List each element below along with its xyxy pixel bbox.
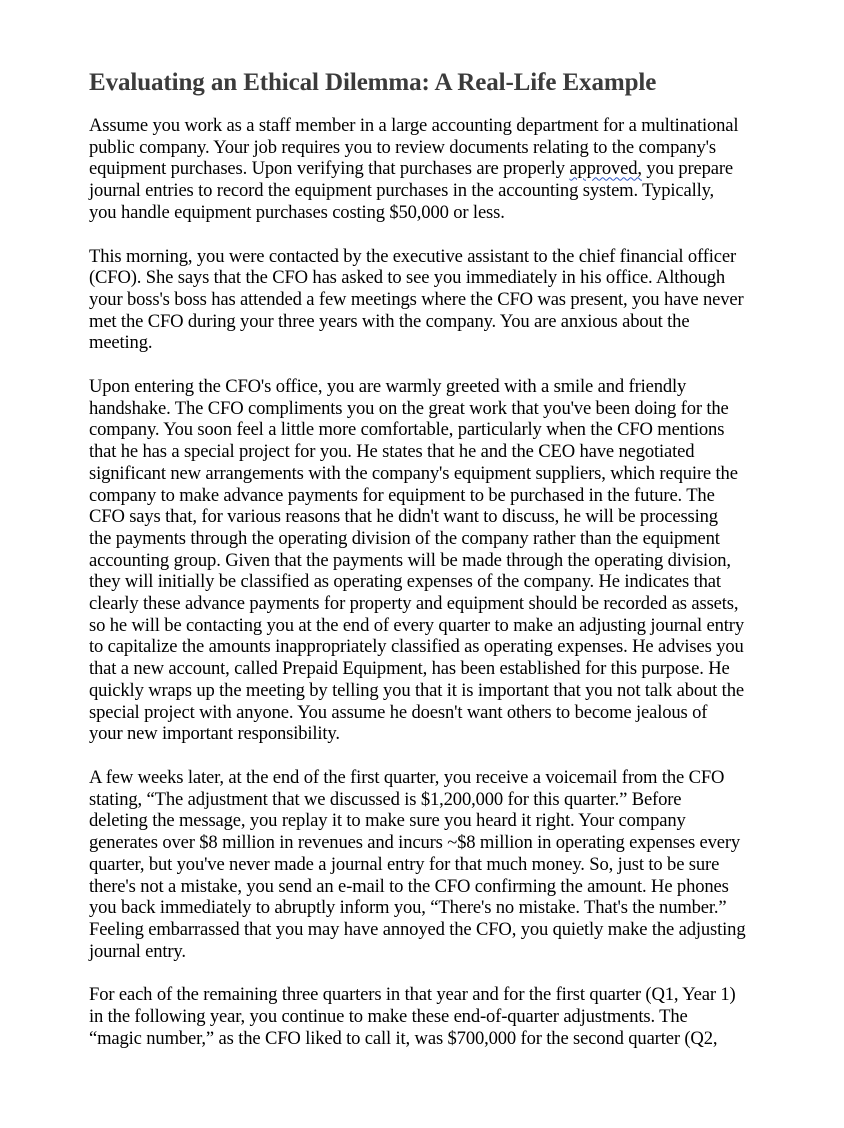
paragraph-line: This morning, you were contacted by the executive assistant to the chief financial officer [89, 245, 737, 267]
paragraph-4 [89, 767, 779, 962]
paragraph-line: so he will be contacting you at the end of every quarter to make an adjusting journal entry [89, 614, 744, 636]
paragraph-line: Feeling embarrassed that you may have annoyed the CFO, you quietly make the adjusting [89, 918, 746, 940]
paragraph-line: you handle equipment purchases costing $50,000 or less. [89, 201, 505, 223]
paragraph-line: to capitalize the amounts inappropriately classified as operating expenses. He advises you [89, 636, 744, 658]
paragraph-line: journal entries to record the equipment purchases in the accounting system. Typically, [89, 180, 715, 202]
document-title: Evaluating an Ethical Dilemma: A Real-Life Example [89, 69, 657, 96]
spellcheck-flagged-word[interactable]: approved, [569, 158, 642, 180]
paragraph-line: A few weeks later, at the end of the first quarter, you receive a voicemail from the CFO [89, 766, 725, 788]
paragraph-line: your new important responsibility. [89, 723, 340, 745]
paragraph-line: stating, “The adjustment that we discussed is $1,200,000 for this quarter.” Before [89, 788, 682, 810]
paragraph-line: public company. Your job requires you to review documents relating to the company's [89, 136, 716, 158]
text-run: you prepare [641, 158, 734, 180]
paragraph-line: journal entry. [89, 940, 186, 962]
paragraph-line: significant new arrangements with the company's equipment suppliers, which require the [89, 462, 738, 484]
paragraph-line: Upon entering the CFO's office, you are warmly greeted with a smile and friendly [89, 376, 687, 398]
paragraph-line: quickly wraps up the meeting by telling you that it is important that you not talk about the [89, 679, 744, 701]
paragraph-line: you back immediately to abruptly inform you, “There's no mistake. That's the number.” [89, 897, 727, 919]
paragraph-line: company. You soon feel a little more comfortable, particularly when the CFO mentions [89, 419, 725, 441]
paragraph-line: meeting. [89, 332, 153, 354]
text-run: equipment purchases. Upon verifying that purchases are properly [89, 158, 570, 180]
paragraph-line: accounting group. Given that the payments will be made through the operating division, [89, 549, 731, 571]
paragraph-line: company to make advance payments for equipment to be purchased in the future. The [89, 484, 715, 506]
paragraph-line [89, 158, 779, 180]
paragraph-1 [89, 115, 779, 224]
paragraph-line: generates over $8 million in revenues and incurs ~$8 million in operating expenses every [89, 832, 741, 854]
paragraph-line: that he has a special project for you. He states that he and the CEO have negotiated [89, 441, 695, 463]
paragraph-line: deleting the message, you replay it to make sure you heard it right. Your company [89, 810, 686, 832]
paragraph-line: clearly these advance payments for property and equipment should be recorded as assets, [89, 593, 739, 615]
paragraph-line: quarter, but you've never made a journal entry for that much money. So, just to be sure [89, 853, 720, 875]
paragraph-line: CFO says that, for various reasons that he didn't want to discuss, he will be processing [89, 506, 718, 528]
paragraph-line: Assume you work as a staff member in a large accounting department for a multinational [89, 115, 739, 136]
paragraph-line: in the following year, you continue to make these end-of-quarter adjustments. The [89, 1006, 688, 1028]
paragraph-line: For each of the remaining three quarters in that year and for the first quarter (Q1, Year 1) [89, 984, 736, 1006]
paragraph-line: the payments through the operating division of the company rather than the equipment [89, 527, 720, 549]
paragraph-line: special project with anyone. You assume he doesn't want others to become jealous of [89, 701, 708, 723]
paragraph-line: handshake. The CFO compliments you on the great work that you've been doing for the [89, 397, 729, 419]
paragraph-line: your boss's boss has attended a few meetings where the CFO was present, you have never [89, 288, 744, 310]
paragraph-2 [89, 246, 779, 355]
paragraph-line: they will initially be classified as operating expenses of the company. He indicates that [89, 571, 721, 593]
paragraph-line: that a new account, called Prepaid Equipment, has been established for this purpose. He [89, 658, 730, 680]
document-page [89, 68, 779, 1071]
paragraph-line: (CFO). She says that the CFO has asked to see you immediately in his office. Although [89, 267, 726, 289]
paragraph-3 [89, 376, 779, 745]
paragraph-5 [89, 984, 779, 1049]
paragraph-line: “magic number,” as the CFO liked to call it, was $700,000 for the second quarter (Q2, [89, 1027, 718, 1049]
paragraph-line: there's not a mistake, you send an e-mail to the CFO confirming the amount. He phones [89, 875, 729, 897]
paragraph-line: met the CFO during your three years with the company. You are anxious about the [89, 310, 690, 332]
